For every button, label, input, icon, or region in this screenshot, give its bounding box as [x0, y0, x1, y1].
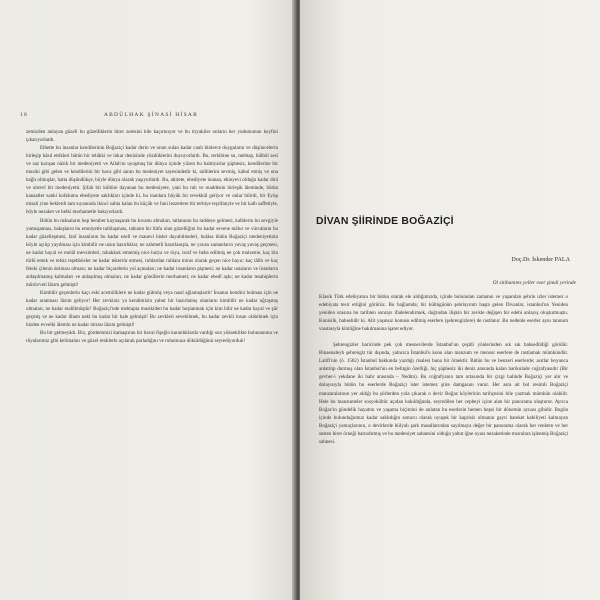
- right-body-text: [319, 293, 568, 446]
- paragraph: Klasik Türk edebiyatını bir bütün olarak ele aldığımızda, içinde bulunulan zamanın ve yaşanılan şehrin izler istemez o edebiyata tesir ettiğini görürüz. Bu bağlamda; bir kültügünün şehriayınm başta gelen Divanlar, istanbul'un Yeniden yeniden orasına bu tarihten sonrayı ifadelendirmek, doğrudan ilişkin bir zevkle değişen bir edebi anlayış oluşturmuştu. Kunisilk, bahselidir ki. Alit yaşınsız konusu edilmiş eserlere (şehrengizlere) de rastlanır. Bu nedenle eserler aynı tanınım vasıtasıyla kimliğine bakılmasına işaret ediyor.: [319, 294, 568, 333]
- paragraph: Bütün bu mânaların hep beraber kaynaşarak bu kıvamı almaları, tatlanının bu raddeye gelmesi, kalblerin bu sevgiyle yumuşaması, bakışların bu emniyetle tatlılaşması, tabiatın bir lütfu olan güzelliğini bu kadar sevene mâlur ve vücutların bu kadar güzelleşmesi, fanî insanların bu kadar ezelî ve manevi hisler duyabilmeleri, hulâsa bütün Boğaziçi medeniyetinin böyle açılıp yayılması için kimbilir ne uzun hazırlıklar, ne zahmetli hazırlanışla, ne yavan zamanların yavaş yavaş geçmesi, ne kadar hayal ve melâl mevsimleri, tahakkuk etmemiş nice hulya ve rüya, israf ve heba edilmiş ne çok malzeme, kaç bin türlü emek ve telsiz teşebbüsler ne kadar tekerrür etmesi, ruhlardan ruhlara miras olarak geçen nice hayır; kaç tâlih ve kaç feleki çilenin dolması olması; ne kadar biçarelerin yol açmaları; ne kadar insanların pişmesi; ne kadar ustaların ve üstatların anlaşılmamış kalmaları ve anlaşılmış olmaları, ne kadar gönüllerin merhameti; ne kadar ebedî aşkı; ne kadar tesahiplerin mürüvveti lâzım gelmişti!: [26, 217, 278, 288]
- paragraph: Elbette bu insanlar kendilerinin Boğaziçi kadar derin ve onun sulan kadar canlı binlerce duyguların ve düşüncelerin birleşip hâsıl ettikleri bütün bir telâkki ve inkar denizinde yüzdüklerini duyuyorlardı. Bu, terkibine su, mehtap, bülbül sesi ve saz karışan nâzik bir medeniyetti ve Allah'ın uyuşmuş bir dünya içinde yüzen bu bahtiyarlar şüphesiz, kendilerine bir musiki gibi gelen ve kendilerini bir hava gibi saran bu medeniyet sayesindedir ki, talihlerini sevmiş, kabul etmiş ve ona bağlı olmuşlar, hatta düşündükçe, böyle dünya olarak yaşıyorlardı. Bu, ahirete, ebediyete inanan, ekinyevi olduğu kadar dinî ve uhrevî bir medeniyetti. Şifalı bir kültüre dayanan bu medeniyete, yani bu ruh ve maddenin birleşik âleminde, bütün kanaatler sanki kolkluma ebediyete saklıkları içinde ki, bu inanlara büyük bir tevekkül geliyor ve onlar bilirdi, bir Eyüp misali yine beklerdi tam sıyanında ikinci sahta kalan bu küçük ve fani lezzetlere bir terbiye teşrifatıyle ve bir kalb saffetiyle, böyle nezaket ve belki merhametle bakıyorlardı.: [26, 145, 278, 216]
- author-name: Doç.Dr. İskender PALA: [511, 257, 570, 263]
- left-body-text: [26, 128, 278, 345]
- paragraph: zemizden anlayan güzeli bu güzelliklerin birer zeresini bile kaçırmıyor ve bu tiryakiler onların her yudumunun keyfini çıkarıyorlardı.: [26, 129, 278, 144]
- paragraph: Şehrengizler haricinde pek çok mesnevilerde İstanbul'un çeşitli yönlerinden sık sık bahsedildiği görülür. Binaenaleyh şehrengiz tür dışında, yalnızca İstanbul'u konu alan manzum ve mensur eserlere de rastlamak mümkündür. Latifi'nin (ö. 1582) İstanbul hakkında yazdığı risalesi buna bir örnektir. Bütün bu ve benzeri eserlerde; asırlar boyunca anlatılıp durmuş olan İstanbul'un en belirgin özelliği, hiç şüphesiz iki deniz arasında kalan harikulade coğrafyasıdır (Bir gevher-i yekdane iki bahr arasında – Nedim). Bu coğrafyanın tam ortasında bir çizgi halinde Boğaziçi yer alır ve dolayısıyla bütün bu eserlerde Boğaziçi ister istemez şiire damgasını vurur. Her asra ait bol resimli Boğaziçi manzaralarının yer aldığı bu şiirlerden yola çıkarak o devir Boğaz köylerinin tarihçesini bile yazmak mümkün olabilir. Hele bu manzumeler sosyokültür açıdan bakıldığında, seyredilen her cepheyi içine alan bir panorama oluşturur. Ayrıca Boğaz'ın gündelik hayatını ve yaşama biçimini de anlatan bu eserlerin hemen hepsi bir dönemin aynası gibidir. Bugün içinde bulunduğumuz kadar saklıdığın sonucu olarak uyuşuk bir kaprisiz olmanın gayri hareket kabiliyeti kalmayan Boğaziçi yamaçlarının, o devirlerde hülyalı şark masallarından sayılmaya değer bir panorama olarak her renkten ve her sesten birer örneği barındırmış ve bu medeniyet sahnesini olduğu yahut iğne oyası nezaketinde mısralara işlenmiş Boğaziçi sahnesi.: [319, 342, 568, 445]
- page-number: 18: [20, 112, 28, 118]
- left-page: [0, 0, 296, 600]
- chapter-title: DİVAN ŞİİRİNDE BOĞAZİÇİ: [316, 216, 454, 227]
- paragraph: Kimbilir geçenlerin kaçı eski acemiliklere ne kadar gülmüş veya nasıl ağlamışlardı! İnsanın kendini bulması için ne kadar aranması lâzım geliyor! Her zevkiniz ya kendimizin yahut bir hazırlamış olanların kimbilir ne kadar uğraşmış olmaları, ne kadar malûlmüştür! Boğaziçi'nde mehtapta musikiden bu kadar hoşlanmak için kim bilir ne kadar hayal ve şiir geçmiş ve ne kadar ilham nakl bu kadar bir hale gelmişti! Bu zevkleri sevebilmek, bu kadar zevkli insan olabilmek için bizden evvelki âlemin ne kadar mirası lâzım gelmişti!: [26, 289, 278, 329]
- paragraph: Bu bir gelmeyâdı. Biz, gördemmizi kamaştıran bir havai fişeğin karanlıklarda vardığı son yükseklikte bulunanıma ve rüyalarımız gibi kelimaları ve güzel renklerle açılarak parladığını ve ruhumuza döküldüğünü seyrediyorduk!: [26, 330, 278, 345]
- epigraph: Ol sitibanıtes yeller eser şimdi yerinde: [492, 280, 576, 286]
- running-title: ABDÜLHAK ŞİNASİ HİSAR: [103, 112, 199, 118]
- running-head: [20, 112, 282, 118]
